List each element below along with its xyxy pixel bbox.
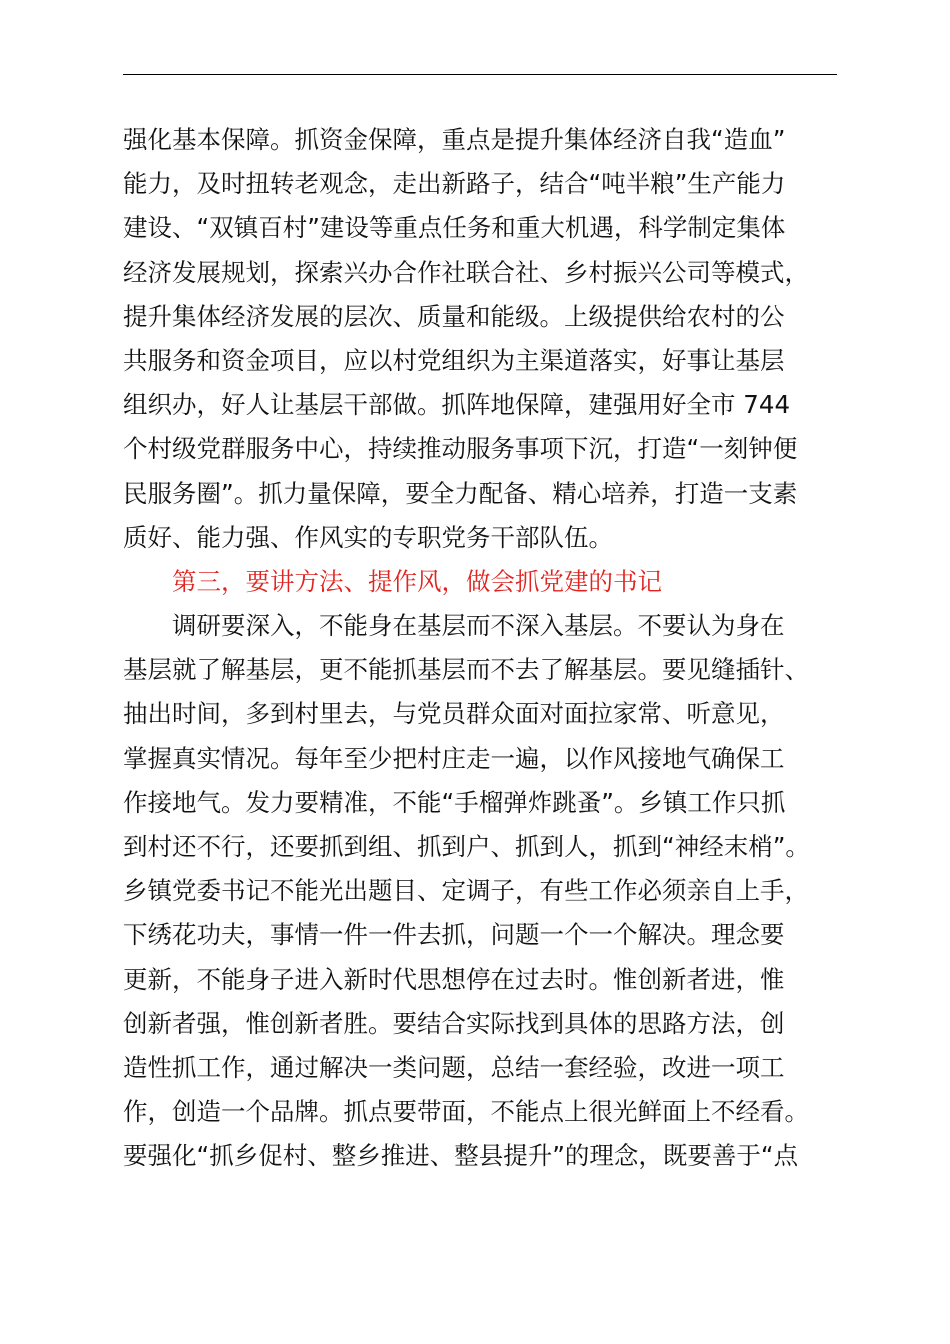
header-rule [123, 74, 837, 75]
body-line: 要强化“抓乡促村、整乡推进、整县提升”的理念，既要善于“点 [123, 1141, 799, 1171]
body-line: 经济发展规划，探索兴办合作社联合社、乡村振兴公司等模式， [123, 257, 809, 287]
body-line: 造性抓工作，通过解决一类问题，总结一套经验，改进一项工 [123, 1052, 785, 1082]
body-line: 基层就了解基层，更不能抓基层而不去了解基层。要见缝插针、 [123, 655, 809, 685]
body-line: 作接地气。发力要精准，不能“手榴弹炸跳蚤”。乡镇工作只抓 [123, 787, 786, 817]
body-line: 民服务圈”。抓力量保障，要全力配备、精心培养，打造一支素 [123, 478, 798, 508]
body-line: 提升集体经济发展的层次、质量和能级。上级提供给农村的公 [123, 301, 785, 331]
body-line: 作，创造一个品牌。抓点要带面，不能点上很光鲜面上不经看。 [123, 1097, 809, 1127]
body-line: 下绣花功夫，事情一件一件去抓，问题一个一个解决。理念要 [123, 920, 785, 950]
body-line: 强化基本保障。抓资金保障，重点是提升集体经济自我“造血” [123, 125, 786, 154]
body-line: 更新，不能身子进入新时代思想停在过去时。惟创新者进，惟 [123, 964, 785, 994]
body-line: 抽出时间，多到村里去，与党员群众面对面拉家常、听意见， [123, 699, 785, 729]
body-line: 组织办，好人让基层干部做。抓阵地保障，建强用好全市 744 [123, 390, 791, 420]
section-heading: 第三，要讲方法、提作风，做会抓党建的书记 [172, 566, 662, 596]
document-body [123, 118, 839, 1179]
paragraph-first-line: 调研要深入，不能身在基层而不深入基层。不要认为身在 [172, 611, 785, 641]
body-line: 掌握真实情况。每年至少把村庄走一遍，以作风接地气确保工 [123, 743, 785, 773]
body-line: 共服务和资金项目，应以村党组织为主渠道落实，好事让基层 [123, 345, 785, 375]
body-line: 个村级党群服务中心，持续推动服务事项下沉，打造“一刻钟便 [123, 434, 798, 464]
body-line: 到村还不行，还要抓到组、抓到户、抓到人，抓到“神经末梢”。 [123, 832, 810, 861]
body-line: 质好、能力强、作风实的专职党务干部队伍。 [123, 522, 613, 552]
body-line: 能力，及时扭转老观念，走出新路子，结合“吨半粮”生产能力 [123, 169, 786, 199]
body-line: 建设、“双镇百村”建设等重点任务和重大机遇，科学制定集体 [123, 213, 786, 243]
body-line: 创新者强，惟创新者胜。要结合实际找到具体的思路方法，创 [123, 1008, 785, 1038]
body-line: 乡镇党委书记不能光出题目、定调子，有些工作必须亲自上手， [123, 876, 809, 906]
